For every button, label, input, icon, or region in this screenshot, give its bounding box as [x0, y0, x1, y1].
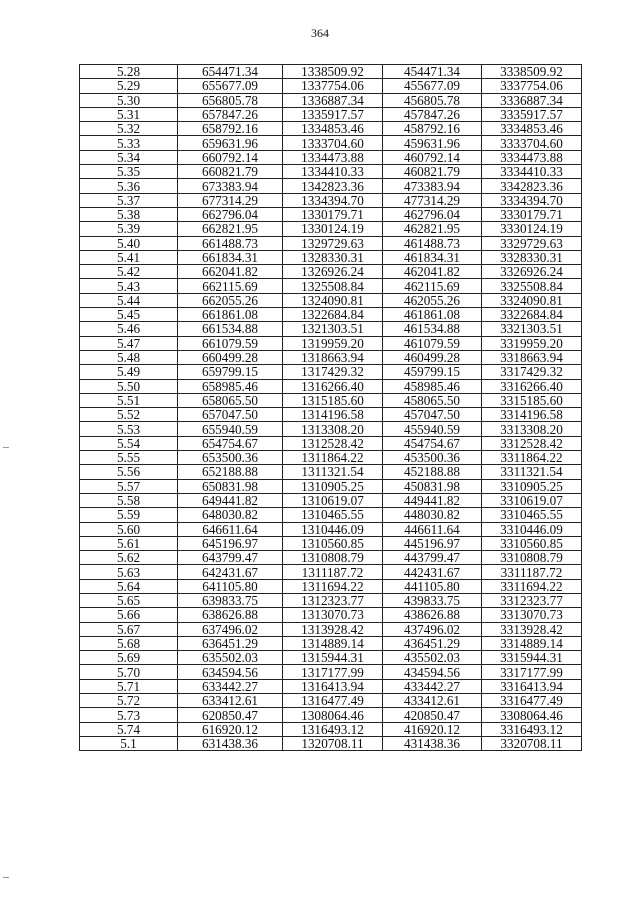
x2-cell: 433412.61 — [383, 694, 482, 708]
y1-cell: 1333704.60 — [283, 136, 383, 150]
table-row — [80, 665, 582, 679]
y1-cell: 1325508.84 — [283, 279, 383, 293]
table-row — [80, 79, 582, 93]
y1-cell: 1310619.07 — [283, 493, 383, 507]
table-row — [80, 350, 582, 364]
y1-cell: 1310560.85 — [283, 536, 383, 550]
table-row — [80, 493, 582, 507]
point-number-cell: 5.68 — [80, 636, 178, 650]
table-row — [80, 322, 582, 336]
x1-cell: 658065.50 — [178, 393, 283, 407]
point-number-cell: 5.72 — [80, 694, 178, 708]
y2-cell: 3317177.99 — [482, 665, 582, 679]
point-number-cell: 5.47 — [80, 336, 178, 350]
y1-cell: 1314196.58 — [283, 408, 383, 422]
y1-cell: 1317429.32 — [283, 365, 383, 379]
x2-cell: 431438.36 — [383, 736, 482, 750]
y2-cell: 3319959.20 — [482, 336, 582, 350]
x2-cell: 460821.79 — [383, 165, 482, 179]
x1-cell: 661079.59 — [178, 336, 283, 350]
y1-cell: 1319959.20 — [283, 336, 383, 350]
point-number-cell: 5.43 — [80, 279, 178, 293]
y1-cell: 1328330.31 — [283, 250, 383, 264]
table-row — [80, 479, 582, 493]
x2-cell: 454754.67 — [383, 436, 482, 450]
x2-cell: 453500.36 — [383, 451, 482, 465]
table-row — [80, 250, 582, 264]
point-number-cell: 5.33 — [80, 136, 178, 150]
x2-cell: 462821.95 — [383, 222, 482, 236]
x2-cell: 477314.29 — [383, 193, 482, 207]
x2-cell: 461834.31 — [383, 250, 482, 264]
point-number-cell: 5.35 — [80, 165, 178, 179]
table-row — [80, 222, 582, 236]
x2-cell: 462796.04 — [383, 207, 482, 221]
table-row — [80, 279, 582, 293]
x1-cell: 635502.03 — [178, 651, 283, 665]
point-number-cell: 5.41 — [80, 250, 178, 264]
x2-cell: 458065.50 — [383, 393, 482, 407]
x2-cell: 460499.28 — [383, 350, 482, 364]
x2-cell: 460792.14 — [383, 150, 482, 164]
y1-cell: 1311864.22 — [283, 451, 383, 465]
point-number-cell: 5.69 — [80, 651, 178, 665]
x1-cell: 655940.59 — [178, 422, 283, 436]
y2-cell: 3321303.51 — [482, 322, 582, 336]
table-row — [80, 636, 582, 650]
point-number-cell: 5.59 — [80, 508, 178, 522]
y1-cell: 1313928.42 — [283, 622, 383, 636]
x1-cell: 639833.75 — [178, 593, 283, 607]
y1-cell: 1326926.24 — [283, 265, 383, 279]
x1-cell: 661488.73 — [178, 236, 283, 250]
table-row — [80, 365, 582, 379]
y1-cell: 1312528.42 — [283, 436, 383, 450]
table-row — [80, 65, 582, 79]
y1-cell: 1310905.25 — [283, 479, 383, 493]
x2-cell: 435502.03 — [383, 651, 482, 665]
table-row — [80, 107, 582, 121]
x1-cell: 636451.29 — [178, 636, 283, 650]
y1-cell: 1334473.88 — [283, 150, 383, 164]
x1-cell: 659631.96 — [178, 136, 283, 150]
y2-cell: 3310808.79 — [482, 551, 582, 565]
y2-cell: 3324090.81 — [482, 293, 582, 307]
x1-cell: 662796.04 — [178, 207, 283, 221]
x2-cell: 454471.34 — [383, 65, 482, 79]
x1-cell: 633442.27 — [178, 679, 283, 693]
y2-cell: 3316266.40 — [482, 379, 582, 393]
y1-cell: 1316413.94 — [283, 679, 383, 693]
table-row — [80, 622, 582, 636]
point-number-cell: 5.62 — [80, 551, 178, 565]
x2-cell: 449441.82 — [383, 493, 482, 507]
y2-cell: 3330179.71 — [482, 207, 582, 221]
y2-cell: 3315185.60 — [482, 393, 582, 407]
point-number-cell: 5.71 — [80, 679, 178, 693]
x2-cell: 462055.26 — [383, 293, 482, 307]
y2-cell: 3315944.31 — [482, 651, 582, 665]
y1-cell: 1310446.09 — [283, 522, 383, 536]
y1-cell: 1330179.71 — [283, 207, 383, 221]
x1-cell: 659799.15 — [178, 365, 283, 379]
table-row — [80, 451, 582, 465]
point-number-cell: 5.28 — [80, 65, 178, 79]
x2-cell: 458792.16 — [383, 122, 482, 136]
y1-cell: 1311187.72 — [283, 565, 383, 579]
coordinates-table-body — [80, 65, 582, 751]
x1-cell: 658985.46 — [178, 379, 283, 393]
y1-cell: 1334394.70 — [283, 193, 383, 207]
point-number-cell: 5.30 — [80, 93, 178, 107]
point-number-cell: 5.70 — [80, 665, 178, 679]
point-number-cell: 5.32 — [80, 122, 178, 136]
table-row — [80, 722, 582, 736]
table-row — [80, 308, 582, 322]
x1-cell: 658792.16 — [178, 122, 283, 136]
x2-cell: 462041.82 — [383, 265, 482, 279]
y2-cell: 3316493.12 — [482, 722, 582, 736]
point-number-cell: 5.49 — [80, 365, 178, 379]
table-row — [80, 150, 582, 164]
y2-cell: 3308064.46 — [482, 708, 582, 722]
y2-cell: 3335917.57 — [482, 107, 582, 121]
x2-cell: 433442.27 — [383, 679, 482, 693]
x2-cell: 420850.47 — [383, 708, 482, 722]
y1-cell: 1310808.79 — [283, 551, 383, 565]
y2-cell: 3313928.42 — [482, 622, 582, 636]
point-number-cell: 5.1 — [80, 736, 178, 750]
x2-cell: 462115.69 — [383, 279, 482, 293]
x2-cell: 450831.98 — [383, 479, 482, 493]
y2-cell: 3312323.77 — [482, 593, 582, 607]
y2-cell: 3313308.20 — [482, 422, 582, 436]
y2-cell: 3312528.42 — [482, 436, 582, 450]
table-row — [80, 508, 582, 522]
y1-cell: 1335917.57 — [283, 107, 383, 121]
point-number-cell: 5.45 — [80, 308, 178, 322]
x2-cell: 442431.67 — [383, 565, 482, 579]
x1-cell: 655677.09 — [178, 79, 283, 93]
x1-cell: 662115.69 — [178, 279, 283, 293]
x2-cell: 461079.59 — [383, 336, 482, 350]
table-row — [80, 408, 582, 422]
y1-cell: 1315944.31 — [283, 651, 383, 665]
point-number-cell: 5.64 — [80, 579, 178, 593]
table-row — [80, 165, 582, 179]
table-row — [80, 465, 582, 479]
table-row — [80, 593, 582, 607]
y1-cell: 1342823.36 — [283, 179, 383, 193]
x2-cell: 461861.08 — [383, 308, 482, 322]
y1-cell: 1312323.77 — [283, 593, 383, 607]
y2-cell: 3310619.07 — [482, 493, 582, 507]
y1-cell: 1337754.06 — [283, 79, 383, 93]
y2-cell: 3334410.33 — [482, 165, 582, 179]
x2-cell: 446611.64 — [383, 522, 482, 536]
table-row — [80, 393, 582, 407]
x2-cell: 459631.96 — [383, 136, 482, 150]
y2-cell: 3311864.22 — [482, 451, 582, 465]
x1-cell: 657847.26 — [178, 107, 283, 121]
y2-cell: 3330124.19 — [482, 222, 582, 236]
point-number-cell: 5.57 — [80, 479, 178, 493]
y2-cell: 3316477.49 — [482, 694, 582, 708]
x2-cell: 448030.82 — [383, 508, 482, 522]
table-row — [80, 336, 582, 350]
x1-cell: 616920.12 — [178, 722, 283, 736]
table-row — [80, 193, 582, 207]
y1-cell: 1317177.99 — [283, 665, 383, 679]
x1-cell: 660792.14 — [178, 150, 283, 164]
y2-cell: 3316413.94 — [482, 679, 582, 693]
y1-cell: 1315185.60 — [283, 393, 383, 407]
table-row — [80, 179, 582, 193]
y2-cell: 3310465.55 — [482, 508, 582, 522]
y2-cell: 3328330.31 — [482, 250, 582, 264]
x1-cell: 646611.64 — [178, 522, 283, 536]
point-number-cell: 5.53 — [80, 422, 178, 436]
table-row — [80, 536, 582, 550]
x1-cell: 662041.82 — [178, 265, 283, 279]
x1-cell: 638626.88 — [178, 608, 283, 622]
x1-cell: 642431.67 — [178, 565, 283, 579]
table-row — [80, 93, 582, 107]
table-row — [80, 265, 582, 279]
y2-cell: 3338509.92 — [482, 65, 582, 79]
x2-cell: 434594.56 — [383, 665, 482, 679]
y1-cell: 1314889.14 — [283, 636, 383, 650]
x2-cell: 457847.26 — [383, 107, 482, 121]
x2-cell: 441105.80 — [383, 579, 482, 593]
y2-cell: 3311321.54 — [482, 465, 582, 479]
y2-cell: 3336887.34 — [482, 93, 582, 107]
x1-cell: 637496.02 — [178, 622, 283, 636]
x1-cell: 653500.36 — [178, 451, 283, 465]
table-row — [80, 436, 582, 450]
point-number-cell: 5.48 — [80, 350, 178, 364]
x2-cell: 438626.88 — [383, 608, 482, 622]
table-row — [80, 708, 582, 722]
table-row — [80, 679, 582, 693]
x2-cell: 457047.50 — [383, 408, 482, 422]
y1-cell: 1313070.73 — [283, 608, 383, 622]
table-row — [80, 736, 582, 750]
y2-cell: 3317429.32 — [482, 365, 582, 379]
point-number-cell: 5.61 — [80, 536, 178, 550]
y1-cell: 1308064.46 — [283, 708, 383, 722]
y2-cell: 3310446.09 — [482, 522, 582, 536]
y1-cell: 1338509.92 — [283, 65, 383, 79]
x2-cell: 439833.75 — [383, 593, 482, 607]
x1-cell: 631438.36 — [178, 736, 283, 750]
table-row — [80, 207, 582, 221]
y2-cell: 3334853.46 — [482, 122, 582, 136]
point-number-cell: 5.67 — [80, 622, 178, 636]
y2-cell: 3337754.06 — [482, 79, 582, 93]
y2-cell: 3314196.58 — [482, 408, 582, 422]
y2-cell: 3314889.14 — [482, 636, 582, 650]
point-number-cell: 5.60 — [80, 522, 178, 536]
x2-cell: 455940.59 — [383, 422, 482, 436]
x1-cell: 645196.97 — [178, 536, 283, 550]
y2-cell: 3311694.22 — [482, 579, 582, 593]
table-row — [80, 522, 582, 536]
point-number-cell: 5.66 — [80, 608, 178, 622]
y1-cell: 1329729.63 — [283, 236, 383, 250]
point-number-cell: 5.42 — [80, 265, 178, 279]
x1-cell: 633412.61 — [178, 694, 283, 708]
y1-cell: 1310465.55 — [283, 508, 383, 522]
y2-cell: 3325508.84 — [482, 279, 582, 293]
y2-cell: 3329729.63 — [482, 236, 582, 250]
y2-cell: 3310560.85 — [482, 536, 582, 550]
point-number-cell: 5.54 — [80, 436, 178, 450]
y1-cell: 1313308.20 — [283, 422, 383, 436]
x1-cell: 673383.94 — [178, 179, 283, 193]
x1-cell: 661861.08 — [178, 308, 283, 322]
point-number-cell: 5.37 — [80, 193, 178, 207]
y2-cell: 3318663.94 — [482, 350, 582, 364]
x1-cell: 660499.28 — [178, 350, 283, 364]
x2-cell: 458985.46 — [383, 379, 482, 393]
x2-cell: 455677.09 — [383, 79, 482, 93]
y2-cell: 3334473.88 — [482, 150, 582, 164]
x1-cell: 650831.98 — [178, 479, 283, 493]
y1-cell: 1334410.33 — [283, 165, 383, 179]
y1-cell: 1324090.81 — [283, 293, 383, 307]
x1-cell: 652188.88 — [178, 465, 283, 479]
table-row — [80, 694, 582, 708]
x2-cell: 452188.88 — [383, 465, 482, 479]
y1-cell: 1330124.19 — [283, 222, 383, 236]
point-number-cell: 5.52 — [80, 408, 178, 422]
point-number-cell: 5.34 — [80, 150, 178, 164]
y2-cell: 3310905.25 — [482, 479, 582, 493]
point-number-cell: 5.36 — [80, 179, 178, 193]
y2-cell: 3313070.73 — [482, 608, 582, 622]
x2-cell: 436451.29 — [383, 636, 482, 650]
table-row — [80, 551, 582, 565]
x2-cell: 443799.47 — [383, 551, 482, 565]
point-number-cell: 5.31 — [80, 107, 178, 121]
point-number-cell: 5.40 — [80, 236, 178, 250]
x1-cell: 662055.26 — [178, 293, 283, 307]
point-number-cell: 5.46 — [80, 322, 178, 336]
point-number-cell: 5.63 — [80, 565, 178, 579]
table-row — [80, 293, 582, 307]
y1-cell: 1318663.94 — [283, 350, 383, 364]
x2-cell: 437496.02 — [383, 622, 482, 636]
point-number-cell: 5.38 — [80, 207, 178, 221]
point-number-cell: 5.55 — [80, 451, 178, 465]
table-row — [80, 422, 582, 436]
x1-cell: 648030.82 — [178, 508, 283, 522]
y2-cell: 3322684.84 — [482, 308, 582, 322]
y1-cell: 1320708.11 — [283, 736, 383, 750]
x1-cell: 649441.82 — [178, 493, 283, 507]
table-row — [80, 236, 582, 250]
x2-cell: 459799.15 — [383, 365, 482, 379]
y2-cell: 3326926.24 — [482, 265, 582, 279]
table-row — [80, 608, 582, 622]
y2-cell: 3333704.60 — [482, 136, 582, 150]
x1-cell: 661834.31 — [178, 250, 283, 264]
x1-cell: 634594.56 — [178, 665, 283, 679]
x1-cell: 662821.95 — [178, 222, 283, 236]
x1-cell: 643799.47 — [178, 551, 283, 565]
x2-cell: 445196.97 — [383, 536, 482, 550]
x2-cell: 461534.88 — [383, 322, 482, 336]
table-row — [80, 122, 582, 136]
x2-cell: 473383.94 — [383, 179, 482, 193]
x2-cell: 416920.12 — [383, 722, 482, 736]
scan-edge-mark — [3, 447, 9, 448]
x2-cell: 461488.73 — [383, 236, 482, 250]
y1-cell: 1322684.84 — [283, 308, 383, 322]
y1-cell: 1311321.54 — [283, 465, 383, 479]
point-number-cell: 5.73 — [80, 708, 178, 722]
x2-cell: 456805.78 — [383, 93, 482, 107]
x1-cell: 620850.47 — [178, 708, 283, 722]
point-number-cell: 5.50 — [80, 379, 178, 393]
x1-cell: 657047.50 — [178, 408, 283, 422]
x1-cell: 656805.78 — [178, 93, 283, 107]
y1-cell: 1321303.51 — [283, 322, 383, 336]
x1-cell: 660821.79 — [178, 165, 283, 179]
point-number-cell: 5.58 — [80, 493, 178, 507]
y1-cell: 1316266.40 — [283, 379, 383, 393]
y2-cell: 3320708.11 — [482, 736, 582, 750]
point-number-cell: 5.56 — [80, 465, 178, 479]
y2-cell: 3311187.72 — [482, 565, 582, 579]
point-number-cell: 5.65 — [80, 593, 178, 607]
y1-cell: 1316493.12 — [283, 722, 383, 736]
point-number-cell: 5.74 — [80, 722, 178, 736]
point-number-cell: 5.29 — [80, 79, 178, 93]
point-number-cell: 5.44 — [80, 293, 178, 307]
x1-cell: 641105.80 — [178, 579, 283, 593]
x1-cell: 654471.34 — [178, 65, 283, 79]
scan-edge-mark — [3, 877, 9, 878]
page-number: 364 — [311, 26, 329, 40]
y1-cell: 1311694.22 — [283, 579, 383, 593]
point-number-cell: 5.51 — [80, 393, 178, 407]
x1-cell: 677314.29 — [178, 193, 283, 207]
coordinates-table — [79, 64, 582, 751]
table-row — [80, 379, 582, 393]
table-row — [80, 651, 582, 665]
table-row — [80, 565, 582, 579]
x1-cell: 654754.67 — [178, 436, 283, 450]
y1-cell: 1316477.49 — [283, 694, 383, 708]
table-row — [80, 579, 582, 593]
y1-cell: 1336887.34 — [283, 93, 383, 107]
y2-cell: 3342823.36 — [482, 179, 582, 193]
y1-cell: 1334853.46 — [283, 122, 383, 136]
x1-cell: 661534.88 — [178, 322, 283, 336]
point-number-cell: 5.39 — [80, 222, 178, 236]
y2-cell: 3334394.70 — [482, 193, 582, 207]
table-row — [80, 136, 582, 150]
